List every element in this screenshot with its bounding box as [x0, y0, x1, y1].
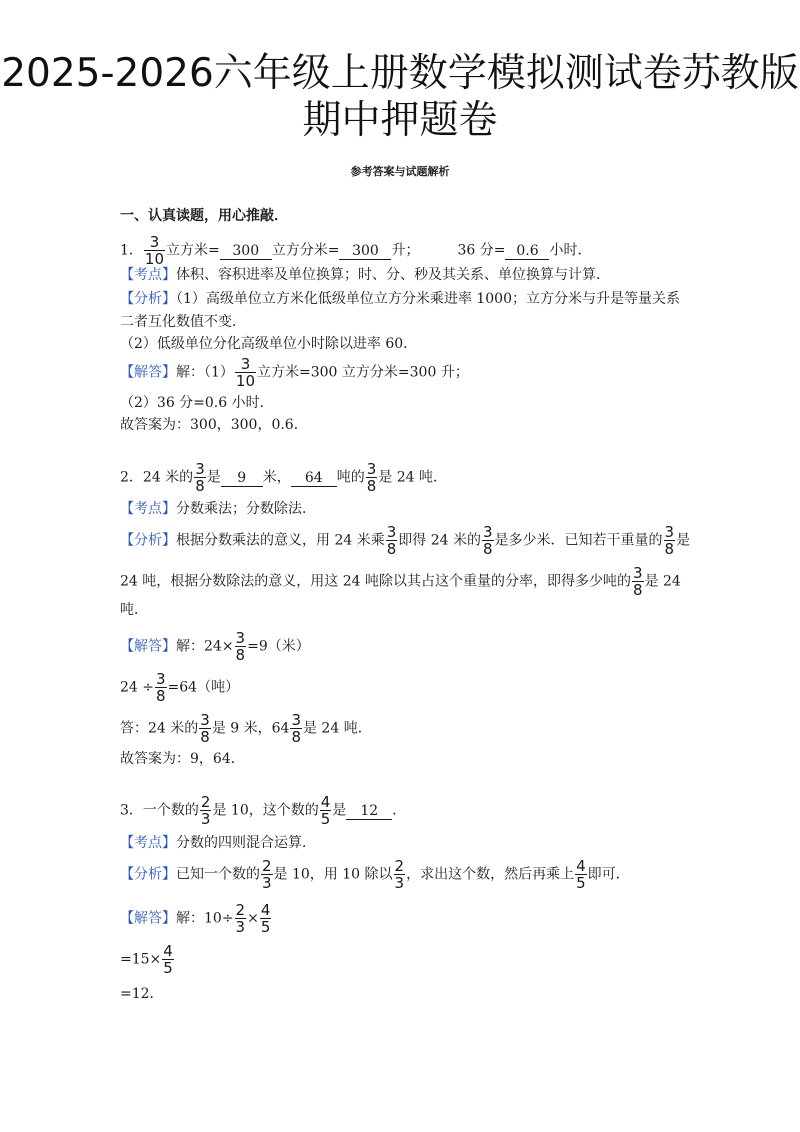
question-3-stem: 3．一个数的 $\frac{2}{3}$ 是 10，这个数的 $\frac{4}{5}$ 是 12 ．	[120, 793, 407, 828]
fraction: $\frac{3}{10}$	[144, 233, 165, 268]
q1-fenxi-cont: 二者互化数值不变．	[120, 314, 246, 330]
fraction: $\frac{3}{8}$	[291, 711, 301, 746]
tag-fenxi: 【分析】	[120, 291, 176, 307]
q3-kaodian: 【考点】分数的四则混合运算．	[120, 835, 316, 851]
tag-fenxi: 【分析】	[120, 866, 176, 883]
fraction: $\frac{4}{5}$	[260, 901, 271, 936]
q3-jieda-2: =15× $\frac{4}{5}$	[120, 942, 173, 977]
fraction: $\frac{3}{8}$	[156, 670, 166, 705]
answer-blank: 12	[346, 803, 392, 820]
q2-jieda-2: 24 ÷ $\frac{3}{8}$ =64（吨）	[120, 670, 240, 705]
tag-kaodian: 【考点】	[120, 835, 176, 851]
q2-fenxi-end: 吨．	[120, 602, 148, 618]
tag-kaodian: 【考点】	[120, 267, 176, 283]
question-2-stem: 2．24 米的 $\frac{3}{8}$ 是 9 米， 64 吨的 $\frac{3}{8}$ 是 24 吨．	[120, 460, 447, 495]
q3-jieda: 【解答】解：10÷ $\frac{2}{3}$ × $\frac{4}{5}$	[120, 901, 271, 936]
q3-fenxi: 【分析】已知一个数的 $\frac{2}{3}$ 是 10，用 10 除以 $\frac{2}{3}$ ，求出这个数，然后再乘上 $\frac{4}{5}$ 即可．	[120, 857, 630, 892]
fraction: $\frac{4}{5}$	[163, 942, 173, 977]
fraction: $\frac{2}{3}$	[235, 901, 246, 936]
fraction: $\frac{3}{8}$	[195, 460, 205, 495]
q2-answer: 故答案为：9，64．	[120, 751, 245, 767]
document-title-line2: 期中押题卷	[302, 98, 498, 143]
fraction: $\frac{3}{8}$	[482, 523, 493, 558]
q2-kaodian: 【考点】分数乘法；分数除法．	[120, 501, 316, 517]
answer-blank: 64	[291, 470, 337, 487]
answer-blank: 9	[221, 470, 263, 487]
q1-jieda: 【解答】解：（1） $\frac{3}{10}$ 立方米=300 立方分米=300 升；	[120, 355, 469, 390]
tag-fenxi: 【分析】	[120, 532, 176, 549]
fraction: $\frac{3}{8}$	[200, 711, 210, 746]
q1-fenxi-2: （2）低级单位分化高级单位小时除以进率 60．	[120, 336, 418, 352]
fraction: $\frac{3}{8}$	[386, 523, 397, 558]
q2-jieda: 【解答】解：24× $\frac{3}{8}$ =9（米）	[120, 629, 310, 664]
document-title-line1: 2025-2026六年级上册数学模拟测试卷苏教版	[1, 51, 799, 96]
fraction: $\frac{3}{8}$	[235, 629, 246, 664]
tag-jieda: 【解答】	[120, 638, 176, 655]
tag-jieda: 【解答】	[120, 910, 176, 927]
section-heading: 一、认真读题，用心推敲．	[120, 208, 288, 224]
q2-fenxi-cont: 24 吨，根据分数除法的意义，用这 24 吨除以其占这个重量的分率，即得多少吨的 $\frac{3}{8}$ 是 24	[120, 564, 681, 599]
answer-blank: 300	[220, 243, 272, 260]
fraction: $\frac{2}{3}$	[262, 857, 272, 892]
fraction: $\frac{3}{8}$	[366, 460, 377, 495]
answer-blank: 300	[339, 243, 391, 260]
answer-blank: 0.6	[505, 243, 549, 260]
q2-fenxi: 【分析】根据分数乘法的意义，用 24 米乘 $\frac{3}{8}$ 即得 24 米的 $\frac{3}{8}$ 是多少米．已知若干重量的 $\frac{3}{8}$ 是	[120, 523, 691, 558]
q1-answer: 故答案为：300，300，0.6．	[120, 417, 308, 433]
q1-kaodian: 【考点】体积、容积进率及单位换算；时、分、秒及其关系、单位换算与计算．	[120, 267, 610, 283]
fraction: $\frac{2}{3}$	[394, 857, 405, 892]
subtitle: 参考答案与试题解析	[350, 165, 450, 178]
tag-kaodian: 【考点】	[120, 501, 176, 517]
fraction: $\frac{4}{5}$	[320, 793, 331, 828]
question-1-stem: 1． $\frac{3}{10}$ 立方米= 300 立方分米= 300 升； 36 分= 0.6 小时．	[120, 233, 592, 268]
q1-fenxi: 【分析】（1）高级单位立方米化低级单位立方分米乘进率 1000；立方分米与升是等量关系	[120, 291, 680, 307]
q1-jieda-2: （2）36 分=0.6 小时．	[120, 395, 274, 411]
q3-jieda-3: =12．	[120, 986, 164, 1002]
tag-jieda: 【解答】	[120, 364, 176, 381]
fraction: $\frac{3}{8}$	[664, 523, 675, 558]
fraction: $\frac{2}{3}$	[200, 793, 211, 828]
fraction: $\frac{3}{10}$	[235, 355, 256, 390]
q2-da: 答：24 米的 $\frac{3}{8}$ 是 9 米，64 $\frac{3}{8}$ 是 24 吨．	[120, 711, 372, 746]
fraction: $\frac{4}{5}$	[576, 857, 586, 892]
fraction: $\frac{3}{8}$	[632, 564, 643, 599]
